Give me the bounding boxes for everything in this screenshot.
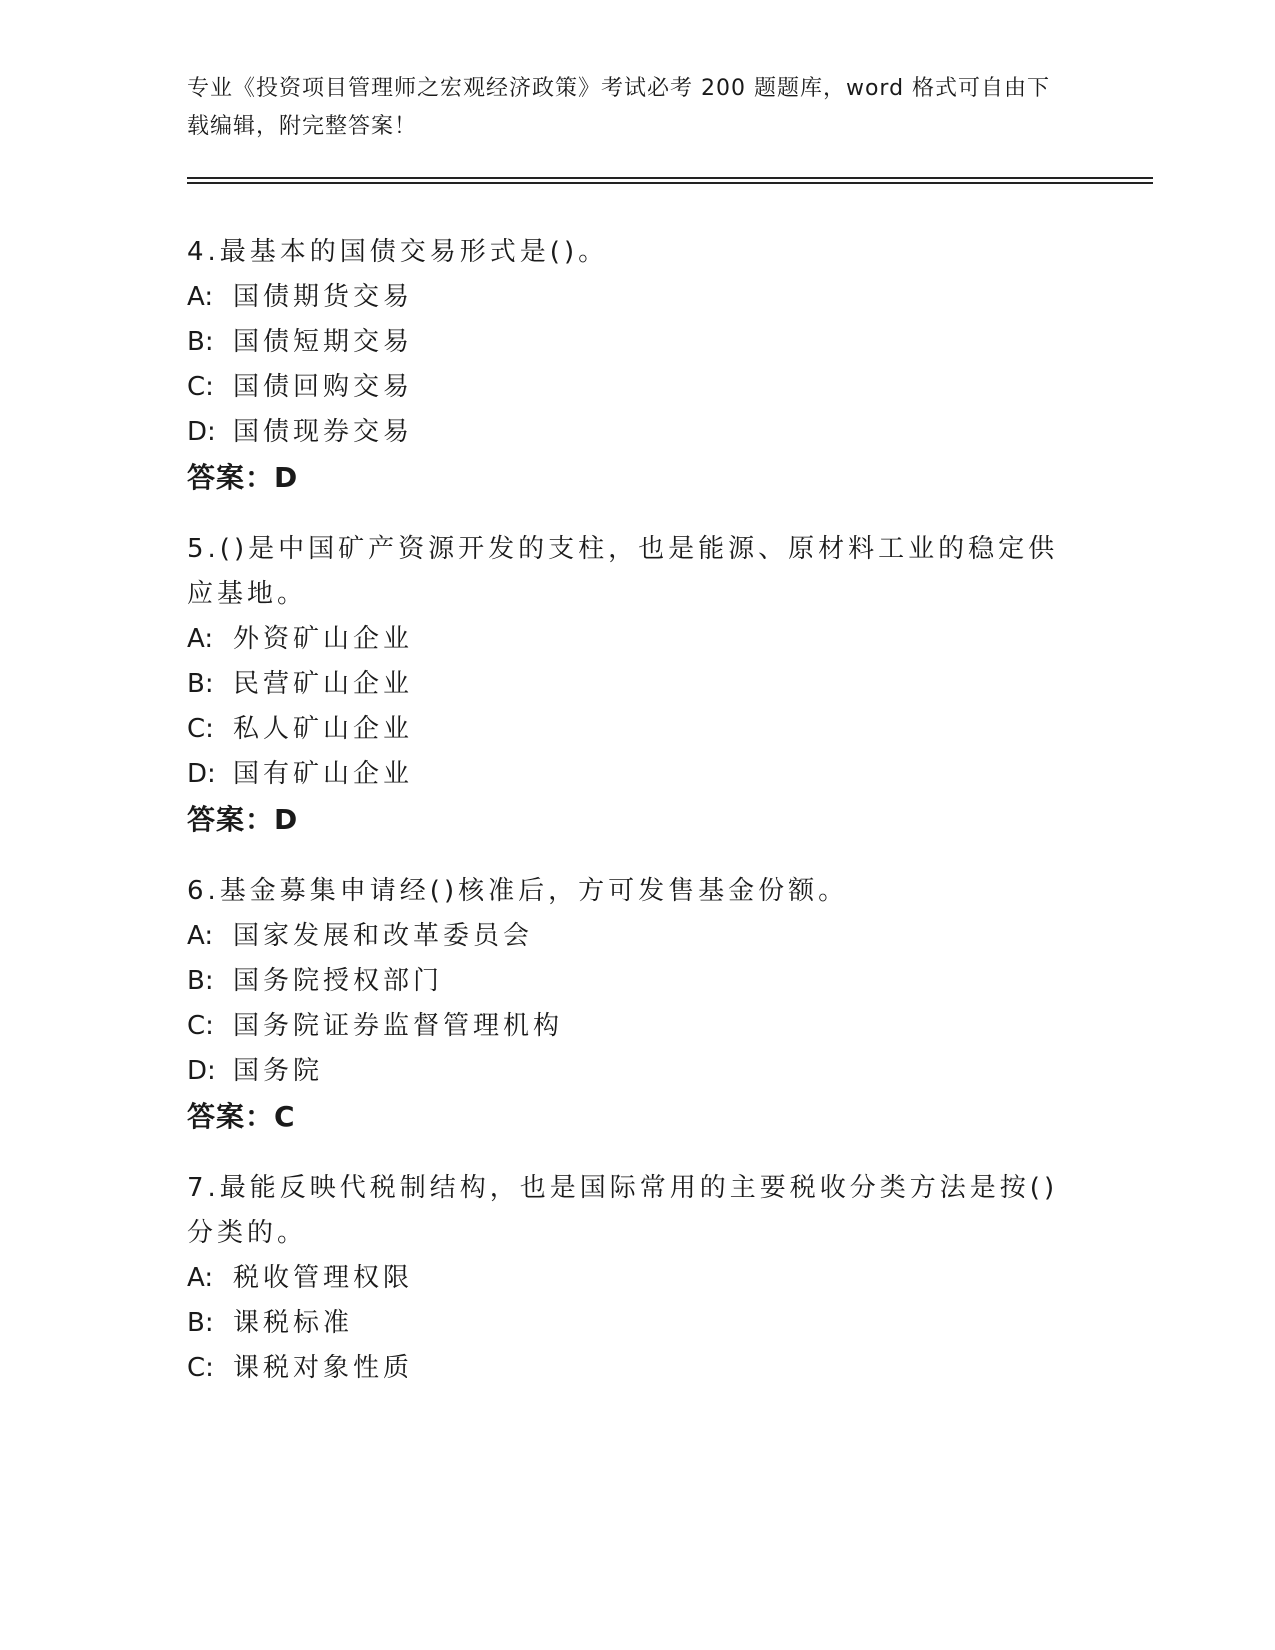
- option-a: [187, 275, 1067, 320]
- option-letter: A:: [187, 1263, 214, 1293]
- option-letter: B:: [187, 966, 214, 996]
- option-letter: A:: [187, 624, 214, 654]
- option-text: 税收管理权限: [233, 1263, 414, 1293]
- option-text: 课税对象性质: [233, 1353, 414, 1383]
- option-letter: A:: [187, 282, 214, 312]
- option-text: 私人矿山企业: [233, 714, 414, 744]
- question-4: [187, 230, 1067, 500]
- option-text: 国债期货交易: [233, 282, 414, 312]
- answer-line: 答案：D: [187, 461, 299, 494]
- question-stem: 5.()是中国矿产资源开发的支柱，也是能源、原材料工业的稳定供应基地。: [187, 534, 1059, 609]
- option-letter: C:: [187, 1011, 214, 1041]
- answer-line: 答案：C: [187, 1100, 296, 1133]
- option-b: [187, 662, 1067, 707]
- option-text: 国务院: [233, 1056, 324, 1086]
- option-b: [187, 320, 1067, 365]
- option-a: [187, 1256, 1067, 1301]
- option-text: 国有矿山企业: [233, 759, 414, 789]
- header-rule-top: [187, 177, 1153, 179]
- option-d: [187, 1049, 1067, 1094]
- question-stem: 7.最能反映代税制结构，也是国际常用的主要税收分类方法是按()分类的。: [187, 1173, 1059, 1248]
- header-rule-bottom: [187, 182, 1153, 184]
- option-text: 外资矿山企业: [233, 624, 414, 654]
- option-a: [187, 914, 1067, 959]
- option-text: 国债现券交易: [233, 417, 414, 447]
- question-6: [187, 869, 1067, 1139]
- option-text: 课税标准: [233, 1308, 354, 1338]
- option-c: [187, 707, 1067, 752]
- option-letter: D:: [187, 1056, 216, 1086]
- option-a: [187, 617, 1067, 662]
- option-text: 民营矿山企业: [233, 669, 414, 699]
- question-5: [187, 527, 1067, 842]
- option-letter: B:: [187, 1308, 214, 1338]
- option-letter: A:: [187, 921, 214, 951]
- option-letter: C:: [187, 714, 214, 744]
- option-text: 国家发展和改革委员会: [233, 921, 534, 951]
- option-letter: B:: [187, 327, 214, 357]
- option-c: [187, 1004, 1067, 1049]
- option-letter: C:: [187, 372, 214, 402]
- option-text: 国务院授权部门: [233, 966, 444, 996]
- question-stem: 4.最基本的国债交易形式是()。: [187, 237, 609, 267]
- option-text: 国债回购交易: [233, 372, 414, 402]
- option-letter: B:: [187, 669, 214, 699]
- option-letter: D:: [187, 417, 216, 447]
- answer-line: 答案：D: [187, 803, 299, 836]
- option-b: [187, 959, 1067, 1004]
- option-text: 国务院证券监督管理机构: [233, 1011, 564, 1041]
- question-stem: 6.基金募集申请经()核准后，方可发售基金份额。: [187, 876, 849, 906]
- option-c: [187, 1346, 1067, 1391]
- option-d: [187, 410, 1067, 455]
- option-letter: C:: [187, 1353, 214, 1383]
- option-text: 国债短期交易: [233, 327, 414, 357]
- option-b: [187, 1301, 1067, 1346]
- question-list: [187, 230, 1067, 1418]
- document-header: 专业《投资项目管理师之宏观经济政策》考试必考 200 题题库，word 格式可自由下载编辑，附完整答案！: [187, 76, 1051, 139]
- option-d: [187, 752, 1067, 797]
- option-c: [187, 365, 1067, 410]
- option-letter: D:: [187, 759, 216, 789]
- question-7: [187, 1166, 1067, 1391]
